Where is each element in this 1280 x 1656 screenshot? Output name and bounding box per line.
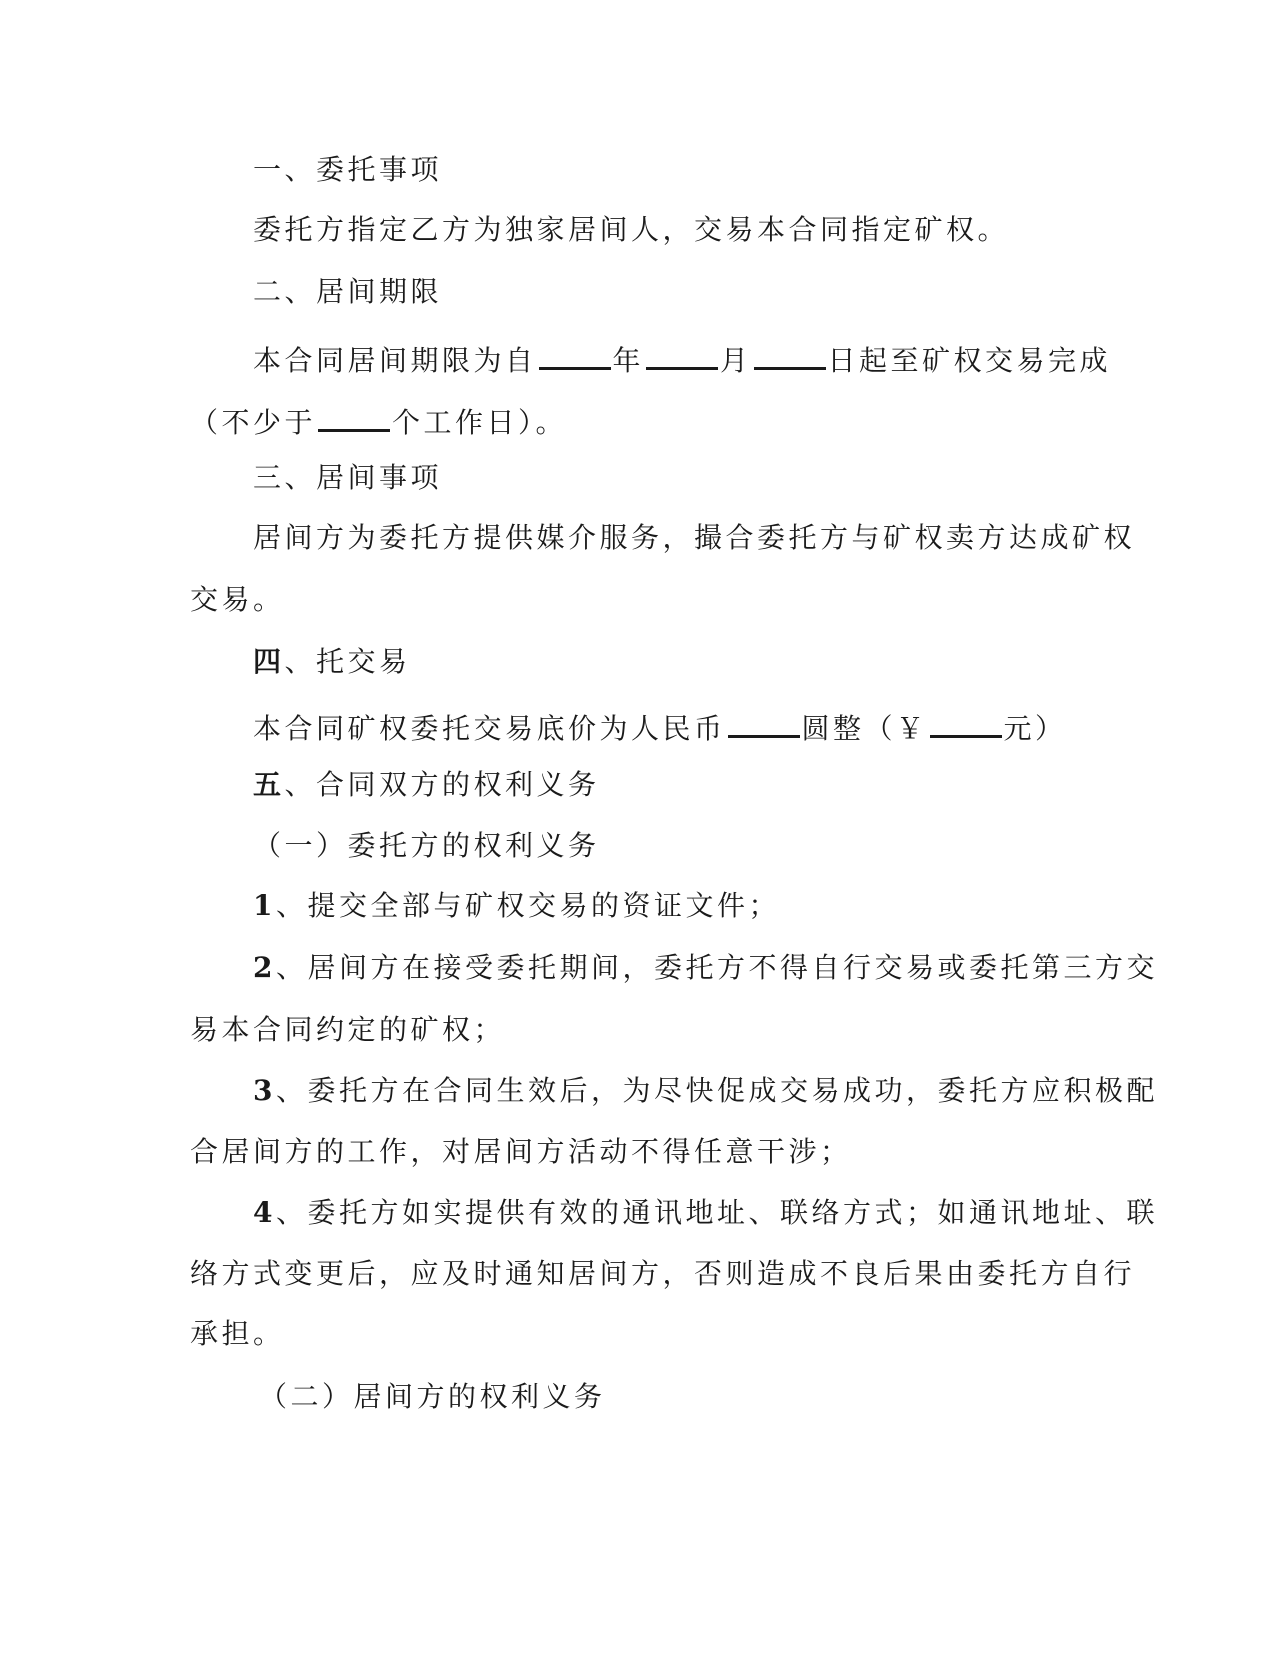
section-5-heading-text: 、合同双方的权利义务 xyxy=(284,768,600,801)
price-words-blank xyxy=(728,703,800,738)
section-3-body-text-1: 居间方为委托方提供媒介服务，撮合委托方与矿权卖方达成矿权 xyxy=(253,521,1136,554)
section-4-number: 四 xyxy=(253,645,285,678)
section-4-body-text-c: 元） xyxy=(1003,712,1067,745)
section-4-body-text-b: 圆整（￥ xyxy=(801,712,928,745)
section-1-heading xyxy=(253,150,442,190)
item-3-number: 3 xyxy=(253,1074,276,1107)
section-4-body-text-a: 本合同矿权委托交易底价为人民币 xyxy=(253,712,726,745)
section-4-heading-text: 、托交易 xyxy=(284,645,411,678)
item-4-text-2: 络方式变更后，应及时通知居间方，否则造成不良后果由委托方自行 xyxy=(190,1257,1136,1290)
section-3-body-text-2: 交易。 xyxy=(190,583,285,616)
year-blank xyxy=(539,335,611,370)
section-1-heading-text: 一、委托事项 xyxy=(253,153,443,186)
item-2-number: 2 xyxy=(253,951,276,984)
item-3-line-1 xyxy=(253,1071,1158,1111)
section-2-body-text-d: 日起至矿权交易完成 xyxy=(827,344,1112,377)
section-4-heading xyxy=(253,642,411,682)
subsection-1-heading-text: （一）委托方的权利义务 xyxy=(253,829,600,862)
subsection-2-heading-text: （二）居间方的权利义务 xyxy=(259,1380,606,1413)
section-2-body2-text-b: 个工作日）。 xyxy=(392,406,568,439)
section-5-heading xyxy=(253,765,600,805)
item-1-text: 、提交全部与矿权交易的资证文件； xyxy=(275,889,780,922)
subsection-1-heading xyxy=(253,826,600,866)
month-blank xyxy=(646,335,718,370)
item-3-text-1: 、委托方在合同生效后，为尽快促成交易成功，委托方应积极配 xyxy=(275,1074,1158,1107)
section-3-body-line-2 xyxy=(190,580,285,620)
item-4-number: 4 xyxy=(253,1196,276,1229)
section-3-heading-text: 三、居间事项 xyxy=(253,461,443,494)
item-4-text-3: 承担。 xyxy=(190,1317,285,1350)
item-4-line-3 xyxy=(190,1314,285,1354)
item-4-text-1: 、委托方如实提供有效的通讯地址、联络方式；如通讯地址、联 xyxy=(275,1196,1158,1229)
section-2-body-line-1 xyxy=(253,335,1111,375)
day-blank xyxy=(754,335,826,370)
section-2-heading-text: 二、居间期限 xyxy=(253,275,443,308)
section-2-body2-text-a: （不少于 xyxy=(190,406,317,439)
item-1 xyxy=(253,886,780,926)
workdays-blank xyxy=(318,397,390,432)
item-2-line-2 xyxy=(190,1010,505,1050)
section-4-body xyxy=(253,703,1067,743)
section-1-body xyxy=(253,210,1009,250)
item-4-line-2 xyxy=(190,1254,1135,1294)
section-3-body-line-1 xyxy=(253,518,1135,558)
item-2-line-1 xyxy=(253,948,1158,988)
section-1-body-text: 委托方指定乙方为独家居间人，交易本合同指定矿权。 xyxy=(253,213,1010,246)
item-2-text-1: 、居间方在接受委托期间，委托方不得自行交易或委托第三方交 xyxy=(275,951,1158,984)
subsection-2-heading xyxy=(259,1377,606,1417)
price-number-blank xyxy=(930,703,1002,738)
item-4-line-1 xyxy=(253,1193,1158,1233)
item-3-text-2: 合居间方的工作，对居间方活动不得任意干涉； xyxy=(190,1135,852,1168)
section-5-number: 五 xyxy=(253,768,285,801)
section-2-body-text-b: 年 xyxy=(612,344,645,377)
section-2-body-text-c: 月 xyxy=(720,344,752,377)
section-2-heading xyxy=(253,272,442,312)
section-2-body-line-2 xyxy=(190,397,567,437)
item-1-number: 1 xyxy=(253,889,276,922)
section-2-body-text-a: 本合同居间期限为自 xyxy=(253,344,537,377)
item-2-text-2: 易本合同约定的矿权； xyxy=(190,1013,506,1046)
item-3-line-2 xyxy=(190,1132,852,1172)
section-3-heading xyxy=(253,458,442,498)
